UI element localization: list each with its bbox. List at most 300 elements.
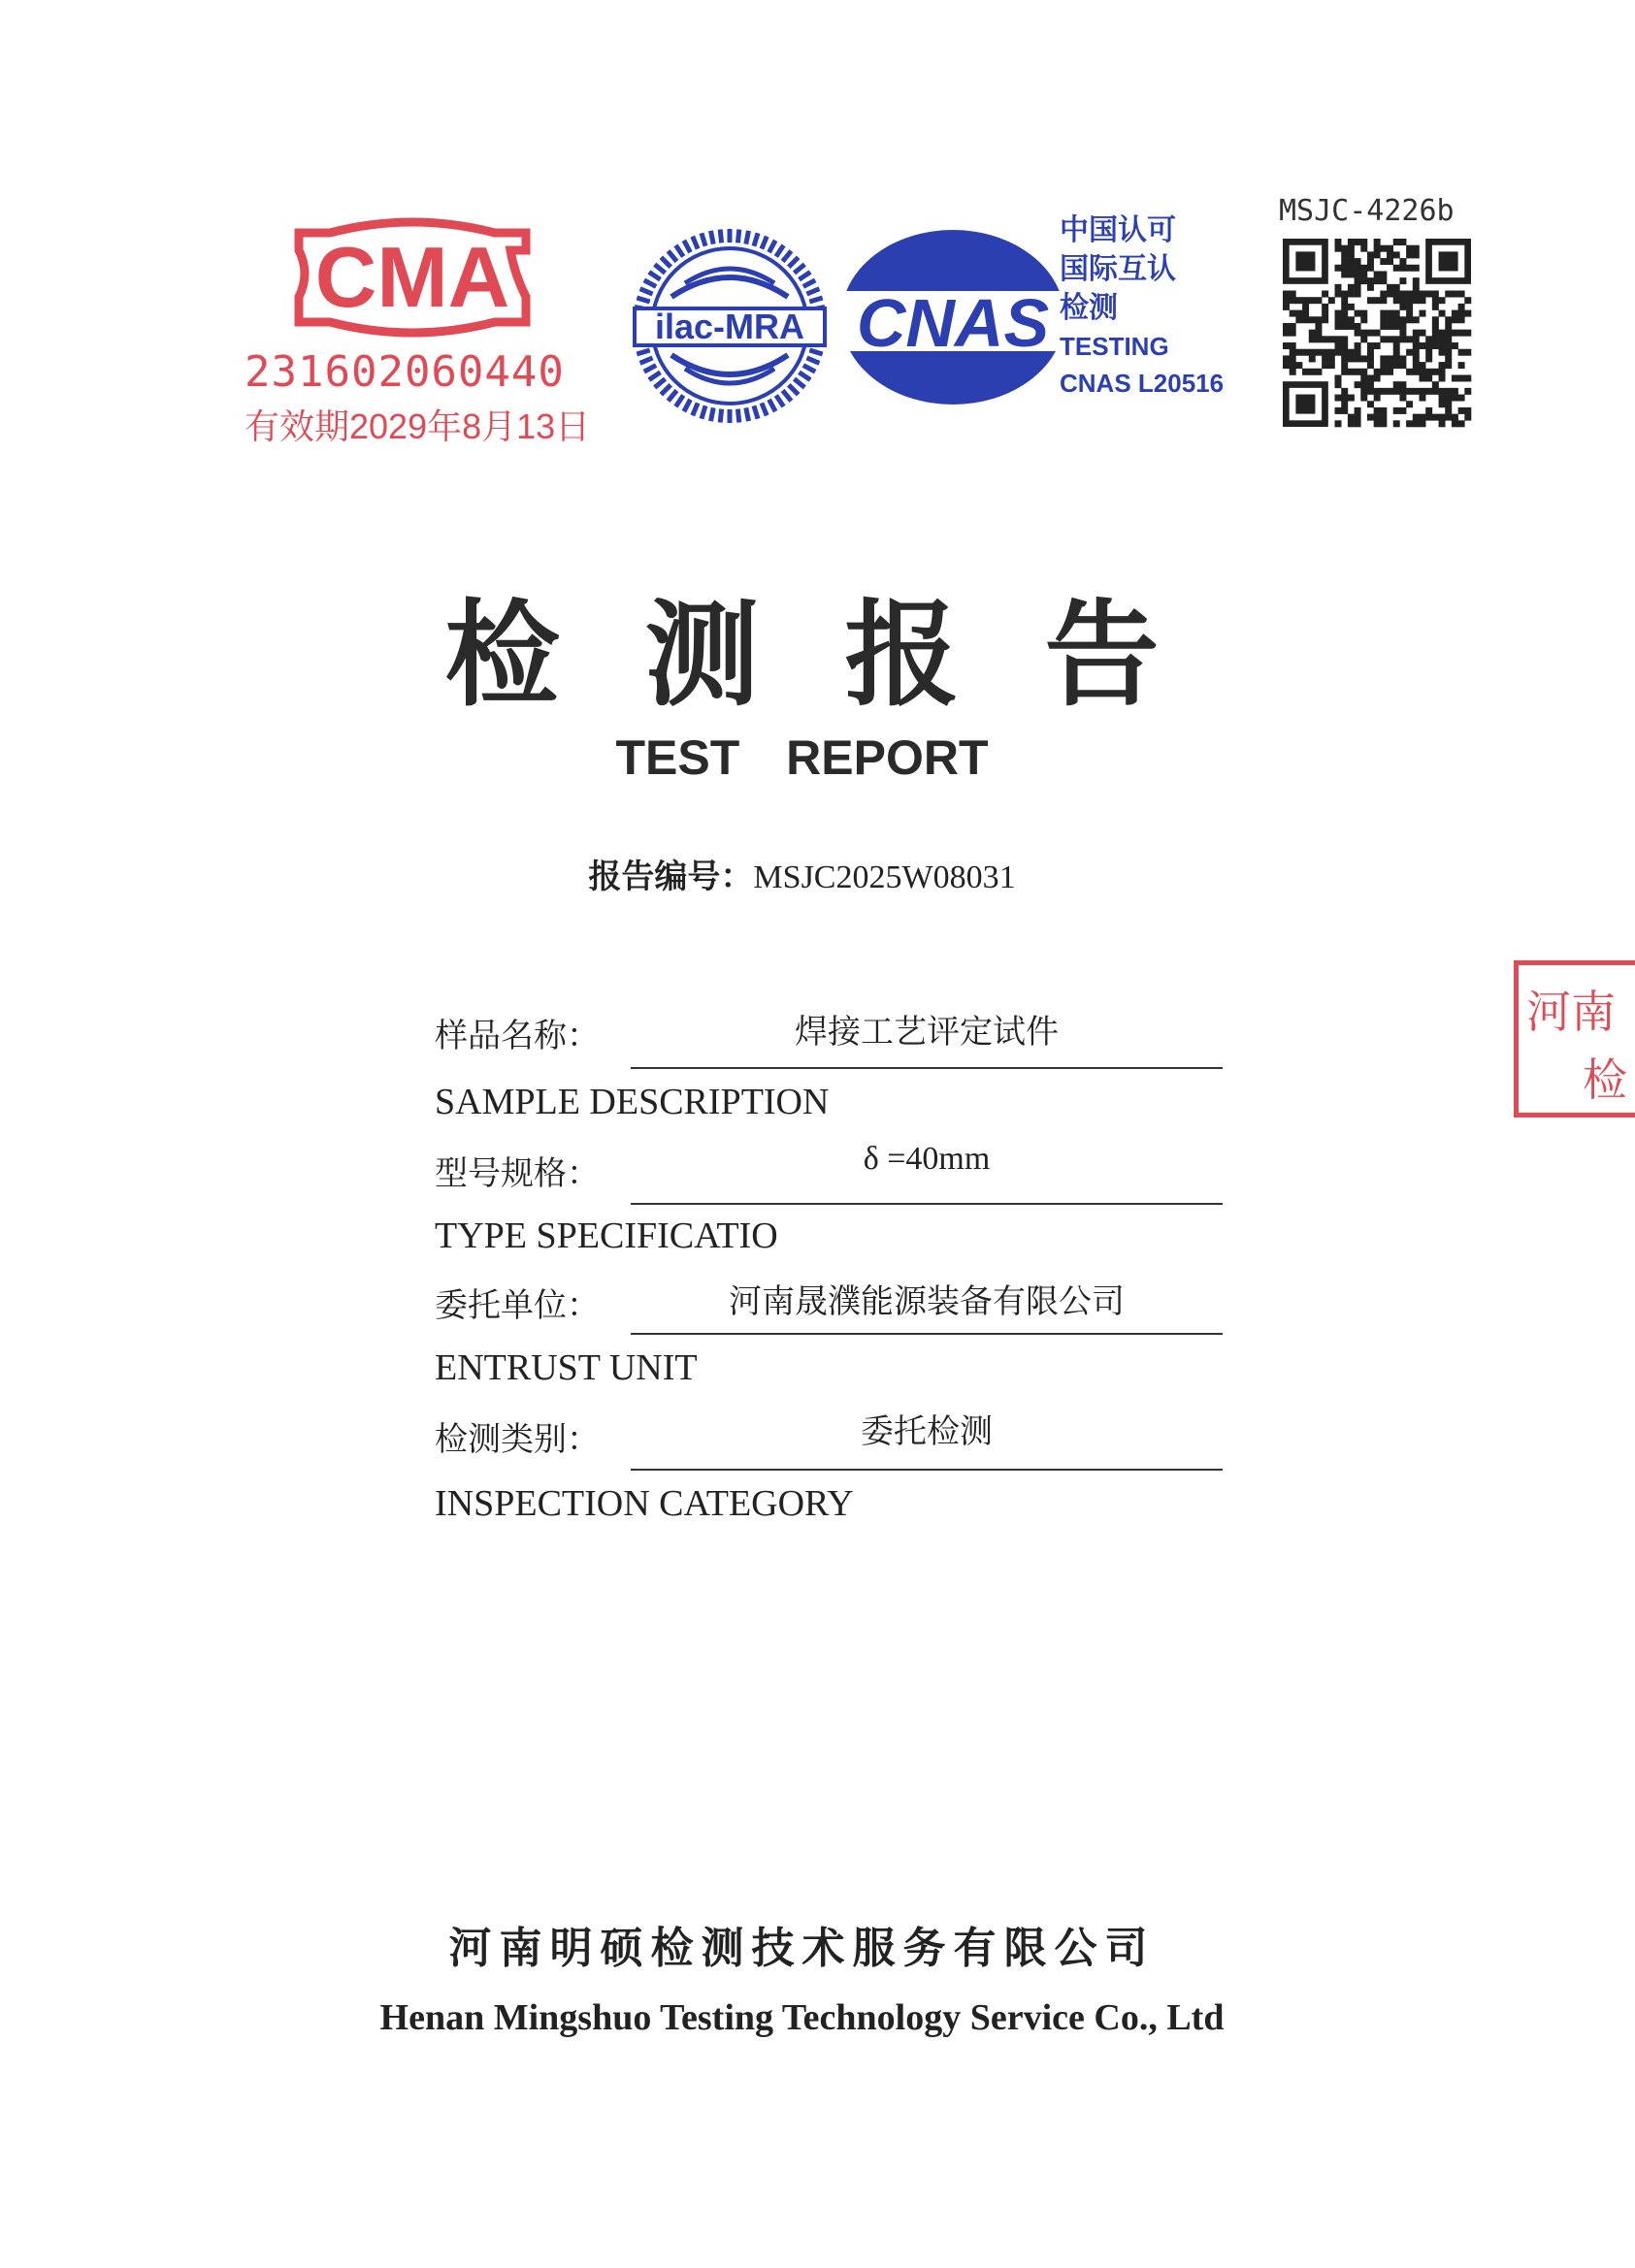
qr-module bbox=[1290, 330, 1296, 337]
qr-module bbox=[1393, 316, 1400, 323]
sample-name-value: 焊接工艺评定试件 bbox=[795, 1013, 1059, 1052]
qr-module bbox=[1295, 395, 1315, 414]
qr-module bbox=[1458, 362, 1465, 369]
qr-module bbox=[1399, 362, 1406, 369]
qr-module bbox=[1432, 336, 1439, 342]
qr-module bbox=[1341, 401, 1348, 407]
cma-validity: 有效期2029年8月13日 bbox=[245, 406, 591, 446]
qr-module bbox=[1367, 277, 1374, 284]
qr-module bbox=[1360, 388, 1367, 395]
qr-module bbox=[1387, 362, 1393, 369]
qr-module bbox=[1341, 271, 1348, 277]
qr-module bbox=[1355, 407, 1361, 414]
qr-module bbox=[1387, 323, 1393, 330]
qr-module bbox=[1452, 420, 1458, 427]
qr-module bbox=[1406, 369, 1413, 375]
qr-module bbox=[1419, 395, 1425, 402]
qr-module bbox=[1413, 316, 1420, 323]
qr-module bbox=[1335, 342, 1342, 349]
qr-module bbox=[1387, 316, 1393, 323]
qr-module bbox=[1387, 284, 1393, 291]
seal-tick bbox=[754, 405, 758, 418]
qr-module bbox=[1367, 355, 1374, 362]
qr-module bbox=[1432, 316, 1439, 323]
side-stamp-line2: 检 bbox=[1583, 1055, 1627, 1105]
cnas-logo-text: CNAS bbox=[856, 285, 1050, 361]
qr-module bbox=[1290, 342, 1296, 349]
qr-module bbox=[1380, 277, 1387, 284]
seal-tick bbox=[789, 257, 799, 267]
qr-module bbox=[1413, 355, 1420, 362]
qr-module bbox=[1464, 388, 1471, 395]
qr-module bbox=[1419, 342, 1425, 349]
qr-module bbox=[1283, 342, 1290, 349]
qr-module bbox=[1367, 330, 1374, 337]
qr-module bbox=[1425, 414, 1432, 421]
qr-module bbox=[1290, 355, 1296, 362]
qr-module bbox=[1380, 420, 1387, 427]
seal-tick bbox=[776, 245, 784, 257]
qr-module bbox=[1399, 239, 1406, 245]
qr-module bbox=[1452, 388, 1458, 395]
qr-module bbox=[1341, 304, 1348, 310]
qr-module bbox=[1341, 355, 1348, 362]
qr-module bbox=[1406, 265, 1413, 272]
qr-module bbox=[1439, 349, 1446, 356]
ilac-mra-seal bbox=[629, 225, 831, 427]
qr-module bbox=[1439, 395, 1446, 402]
qr-module bbox=[1406, 245, 1413, 252]
seal-tick bbox=[669, 390, 677, 401]
company-name-cn: 河南明硕检测技术服务有限公司 bbox=[448, 1924, 1156, 1973]
qr-module bbox=[1355, 355, 1361, 362]
qr-module bbox=[1348, 291, 1355, 298]
qr-module bbox=[1295, 316, 1302, 323]
qr-module bbox=[1360, 310, 1367, 317]
inspection-category-value: 委托检测 bbox=[861, 1412, 993, 1451]
qr-module bbox=[1315, 336, 1322, 342]
qr-module bbox=[1464, 407, 1471, 414]
qr-module bbox=[1432, 304, 1439, 310]
qr-module bbox=[1445, 355, 1452, 362]
qr-module bbox=[1406, 349, 1413, 356]
qr-module bbox=[1309, 316, 1316, 323]
qr-module bbox=[1439, 330, 1446, 337]
qr-module bbox=[1360, 265, 1367, 272]
qr-module bbox=[1452, 291, 1458, 298]
qr-module bbox=[1399, 388, 1406, 395]
qr-module bbox=[1355, 310, 1361, 317]
qr-module bbox=[1393, 291, 1400, 298]
qr-module bbox=[1360, 245, 1367, 252]
qr-module bbox=[1355, 381, 1361, 388]
cnas-line1: 中国认可 bbox=[1060, 214, 1176, 246]
qr-module bbox=[1413, 362, 1420, 369]
sample-name-en-label: SAMPLE DESCRIPTION bbox=[435, 1082, 830, 1122]
qr-module bbox=[1387, 388, 1393, 395]
qr-module bbox=[1290, 297, 1296, 304]
qr-module bbox=[1341, 336, 1348, 342]
qr-module bbox=[1419, 362, 1425, 369]
qr-module bbox=[1355, 342, 1361, 349]
seal-tick bbox=[806, 289, 819, 294]
qr-module bbox=[1348, 284, 1355, 291]
seal-tick bbox=[710, 231, 713, 244]
qr-module bbox=[1432, 414, 1439, 421]
qr-module bbox=[1335, 310, 1342, 317]
qr-module bbox=[1445, 330, 1452, 337]
report-number bbox=[0, 850, 1604, 897]
qr-module bbox=[1341, 388, 1348, 395]
qr-module bbox=[1425, 336, 1432, 342]
qr-module bbox=[1419, 310, 1425, 317]
qr-module bbox=[1380, 355, 1387, 362]
qr-module bbox=[1452, 330, 1458, 337]
qr-module bbox=[1439, 336, 1446, 342]
qr-module bbox=[1374, 420, 1381, 427]
qr-module bbox=[1432, 323, 1439, 330]
seal-tick bbox=[637, 298, 649, 302]
qr-module bbox=[1348, 304, 1355, 310]
qr-module bbox=[1367, 349, 1374, 356]
qr-module bbox=[1374, 342, 1381, 349]
seal-tick bbox=[737, 229, 738, 243]
page-title-en: TEST REPORT bbox=[615, 730, 989, 785]
seal-tick bbox=[693, 237, 698, 249]
qr-module bbox=[1367, 381, 1374, 388]
qr-module bbox=[1322, 316, 1328, 323]
qr-module bbox=[1432, 342, 1439, 349]
qr-module bbox=[1387, 369, 1393, 375]
report-number-value: MSJC2025W08031 bbox=[753, 859, 1016, 895]
qr-module bbox=[1432, 388, 1439, 395]
qr-module bbox=[1335, 284, 1342, 291]
qr-module bbox=[1393, 336, 1400, 342]
qr-module bbox=[1413, 420, 1420, 427]
qr-module bbox=[1360, 355, 1367, 362]
qr-module bbox=[1445, 323, 1452, 330]
qr-module bbox=[1406, 388, 1413, 395]
qr-module bbox=[1367, 265, 1374, 272]
qr-module bbox=[1355, 414, 1361, 421]
qr-module bbox=[1406, 420, 1413, 427]
qr-module bbox=[1374, 395, 1381, 402]
company-name-en: Henan Mingshuo Testing Technology Service Co., Ltd bbox=[379, 1997, 1225, 2038]
qr-module bbox=[1413, 336, 1420, 342]
qr-module bbox=[1295, 251, 1315, 271]
seal-tick bbox=[800, 272, 811, 279]
qr-module bbox=[1445, 342, 1452, 349]
qr-module bbox=[1393, 297, 1400, 304]
seal-tick bbox=[809, 298, 822, 302]
qr-module bbox=[1445, 362, 1452, 369]
qr-module bbox=[1360, 277, 1367, 284]
qr-module bbox=[1399, 395, 1406, 402]
qr-module bbox=[1399, 304, 1406, 310]
cnas-line5: CNAS L20516 bbox=[1060, 369, 1225, 398]
qr-module bbox=[1464, 310, 1471, 317]
qr-module bbox=[1335, 381, 1342, 388]
seal-tick bbox=[783, 251, 792, 262]
seal-tick bbox=[684, 400, 691, 411]
qr-module bbox=[1341, 251, 1348, 258]
cnas-accreditation-text bbox=[1060, 211, 1234, 402]
entrust-unit-value: 河南晟濮能源装备有限公司 bbox=[729, 1282, 1125, 1321]
page-title-cn: 检测报告 bbox=[444, 588, 1245, 722]
qr-module bbox=[1367, 374, 1374, 381]
seal-tick bbox=[754, 233, 758, 245]
qr-module bbox=[1360, 271, 1367, 277]
qr-module bbox=[1413, 388, 1420, 395]
qr-module bbox=[1328, 336, 1335, 342]
seal-tick bbox=[675, 396, 683, 407]
qr-module bbox=[1302, 316, 1309, 323]
qr-module bbox=[1322, 336, 1328, 342]
qr-module bbox=[1464, 349, 1471, 356]
qr-module bbox=[1445, 291, 1452, 298]
qr-module bbox=[1380, 336, 1387, 342]
type-spec-label: 型号规格： bbox=[435, 1154, 600, 1193]
seal-tick bbox=[649, 373, 661, 380]
qr-module bbox=[1374, 374, 1381, 381]
qr-module bbox=[1413, 297, 1420, 304]
side-stamp-line1: 河南 bbox=[1526, 988, 1616, 1037]
qr-module bbox=[1393, 381, 1400, 388]
qr-module bbox=[1302, 297, 1309, 304]
cma-number: 231602060440 bbox=[245, 347, 565, 397]
qr-module bbox=[1341, 310, 1348, 317]
type-spec-en-label: TYPE SPECIFICATIO bbox=[435, 1215, 778, 1256]
qr-module bbox=[1328, 362, 1335, 369]
qr-module bbox=[1393, 323, 1400, 330]
qr-module bbox=[1413, 291, 1420, 298]
seal-tick bbox=[640, 358, 653, 363]
qr-module bbox=[1413, 342, 1420, 349]
qr-module bbox=[1445, 395, 1452, 402]
qr-module bbox=[1380, 316, 1387, 323]
qr-module bbox=[1399, 355, 1406, 362]
qr-module bbox=[1452, 342, 1458, 349]
qr-module bbox=[1393, 239, 1400, 245]
qr-module bbox=[1355, 271, 1361, 277]
qr-module bbox=[1360, 369, 1367, 375]
qr-module bbox=[1413, 251, 1420, 258]
qr-module bbox=[1413, 277, 1420, 284]
seal-tick bbox=[762, 237, 767, 249]
qr-module bbox=[1464, 414, 1471, 421]
qr-module bbox=[1432, 381, 1439, 388]
qr-module bbox=[1348, 251, 1355, 258]
qr-module bbox=[1387, 245, 1393, 252]
qr-module bbox=[1432, 297, 1439, 304]
seal-tick bbox=[655, 265, 666, 274]
qr-module bbox=[1413, 245, 1420, 252]
qr-module bbox=[1406, 336, 1413, 342]
qr-module bbox=[1406, 291, 1413, 298]
qr-module bbox=[1367, 284, 1374, 291]
side-seal-stamp bbox=[1514, 960, 1635, 1118]
seal-tick bbox=[661, 257, 670, 267]
qr-module bbox=[1374, 330, 1381, 337]
qr-module bbox=[1393, 355, 1400, 362]
qr-module bbox=[1309, 369, 1316, 375]
qr-module bbox=[1439, 369, 1446, 375]
qr-module bbox=[1413, 369, 1420, 375]
qr-module bbox=[1374, 388, 1381, 395]
qr-module bbox=[1290, 369, 1296, 375]
qr-module bbox=[1452, 395, 1458, 402]
qr-module bbox=[1419, 291, 1425, 298]
qr-module bbox=[1335, 420, 1342, 427]
qr-module bbox=[1302, 369, 1309, 375]
qr-module bbox=[1341, 291, 1348, 298]
qr-module bbox=[1380, 369, 1387, 375]
qr-module bbox=[1399, 265, 1406, 272]
qr-module bbox=[1360, 374, 1367, 381]
qr-module bbox=[1355, 239, 1361, 245]
seal-tick bbox=[800, 373, 811, 380]
qr-module bbox=[1374, 245, 1381, 252]
qr-module bbox=[1399, 277, 1406, 284]
qr-module bbox=[1360, 381, 1367, 388]
qr-module bbox=[1355, 369, 1361, 375]
qr-module bbox=[1458, 330, 1465, 337]
seal-tick bbox=[640, 289, 653, 294]
qr-module bbox=[1419, 414, 1425, 421]
qr-module bbox=[1374, 239, 1381, 245]
qr-module bbox=[1335, 239, 1342, 245]
qr-module bbox=[1374, 277, 1381, 284]
type-spec-value: δ =40mm bbox=[863, 1141, 991, 1177]
seal-tick bbox=[675, 245, 683, 257]
qr-module bbox=[1360, 330, 1367, 337]
qr-module bbox=[1315, 323, 1322, 330]
qr-module bbox=[1367, 258, 1374, 265]
qr-module bbox=[1295, 362, 1302, 369]
qr-module bbox=[1348, 271, 1355, 277]
qr-module bbox=[1393, 362, 1400, 369]
qr-module bbox=[1393, 342, 1400, 349]
qr-module bbox=[1360, 395, 1367, 402]
qr-module bbox=[1374, 271, 1381, 277]
qr-module bbox=[1399, 330, 1406, 337]
qr-module bbox=[1393, 388, 1400, 395]
seal-tick bbox=[637, 350, 649, 354]
qr-module bbox=[1374, 407, 1381, 414]
seal-tick bbox=[684, 241, 691, 252]
qr-module bbox=[1341, 369, 1348, 375]
qr-module bbox=[1290, 349, 1296, 356]
qr-module bbox=[1315, 316, 1322, 323]
qr-module bbox=[1322, 355, 1328, 362]
cma-stamp bbox=[245, 215, 591, 458]
qr-module bbox=[1413, 349, 1420, 356]
qr-module bbox=[1302, 310, 1309, 317]
seal-tick bbox=[794, 265, 804, 274]
qr-module bbox=[1425, 349, 1432, 356]
qr-module bbox=[1445, 401, 1452, 407]
qr-module bbox=[1367, 362, 1374, 369]
type-spec-underline bbox=[631, 1203, 1223, 1205]
qr-module bbox=[1322, 291, 1328, 298]
qr-module bbox=[1399, 336, 1406, 342]
qr-module bbox=[1309, 355, 1316, 362]
qr-module bbox=[1328, 355, 1335, 362]
qr-module bbox=[1464, 374, 1471, 381]
qr-module bbox=[1464, 297, 1471, 304]
qr-module bbox=[1315, 369, 1322, 375]
seal-tick bbox=[809, 350, 822, 354]
qr-module bbox=[1328, 297, 1335, 304]
qr-module bbox=[1341, 245, 1348, 252]
qr-module bbox=[1413, 414, 1420, 421]
qr-module bbox=[1399, 297, 1406, 304]
qr-module bbox=[1399, 316, 1406, 323]
qr-module bbox=[1458, 374, 1465, 381]
qr-module bbox=[1445, 407, 1452, 414]
qr-module bbox=[1413, 330, 1420, 337]
qr-module bbox=[1419, 297, 1425, 304]
entrust-unit-en-label: ENTRUST UNIT bbox=[435, 1347, 698, 1388]
qr-module bbox=[1295, 310, 1302, 317]
qr-module bbox=[1341, 342, 1348, 349]
qr-module bbox=[1348, 349, 1355, 356]
qr-module bbox=[1387, 310, 1393, 317]
qr-module bbox=[1348, 369, 1355, 375]
qr-module bbox=[1439, 297, 1446, 304]
qr-module bbox=[1439, 342, 1446, 349]
qr-module bbox=[1458, 310, 1465, 317]
qr-module bbox=[1387, 258, 1393, 265]
qr-module bbox=[1393, 251, 1400, 258]
qr-module bbox=[1393, 407, 1400, 414]
qr-module bbox=[1452, 316, 1458, 323]
qr-module bbox=[1419, 369, 1425, 375]
seal-tick bbox=[720, 229, 721, 243]
qr-module bbox=[1439, 362, 1446, 369]
seal-tick bbox=[644, 280, 656, 287]
qr-module bbox=[1360, 336, 1367, 342]
qr-module bbox=[1432, 291, 1439, 298]
qr-module bbox=[1380, 271, 1387, 277]
qr-module bbox=[1341, 395, 1348, 402]
qr-module bbox=[1335, 291, 1342, 298]
qr-module bbox=[1335, 336, 1342, 342]
qr-module bbox=[1335, 349, 1342, 356]
qr-module bbox=[1393, 284, 1400, 291]
qr-module bbox=[1380, 407, 1387, 414]
seal-tick bbox=[794, 379, 804, 388]
qr-module bbox=[1399, 407, 1406, 414]
seal-tick bbox=[669, 251, 677, 262]
seal-tick bbox=[702, 233, 705, 245]
cnas-logo-icon bbox=[836, 225, 1069, 409]
seal-tick bbox=[710, 407, 713, 421]
qr-module bbox=[1445, 388, 1452, 395]
qr-module bbox=[1413, 265, 1420, 272]
seal-tick bbox=[661, 385, 670, 395]
seal-tick bbox=[655, 379, 666, 388]
qr-module bbox=[1315, 349, 1322, 356]
qr-module bbox=[1380, 258, 1387, 265]
qr-module bbox=[1452, 374, 1458, 381]
qr-module bbox=[1439, 420, 1446, 427]
seal-tick bbox=[769, 400, 776, 411]
seal-tick bbox=[737, 409, 738, 423]
qr-module bbox=[1367, 401, 1374, 407]
qr-module bbox=[1355, 323, 1361, 330]
qr-module bbox=[1360, 239, 1367, 245]
